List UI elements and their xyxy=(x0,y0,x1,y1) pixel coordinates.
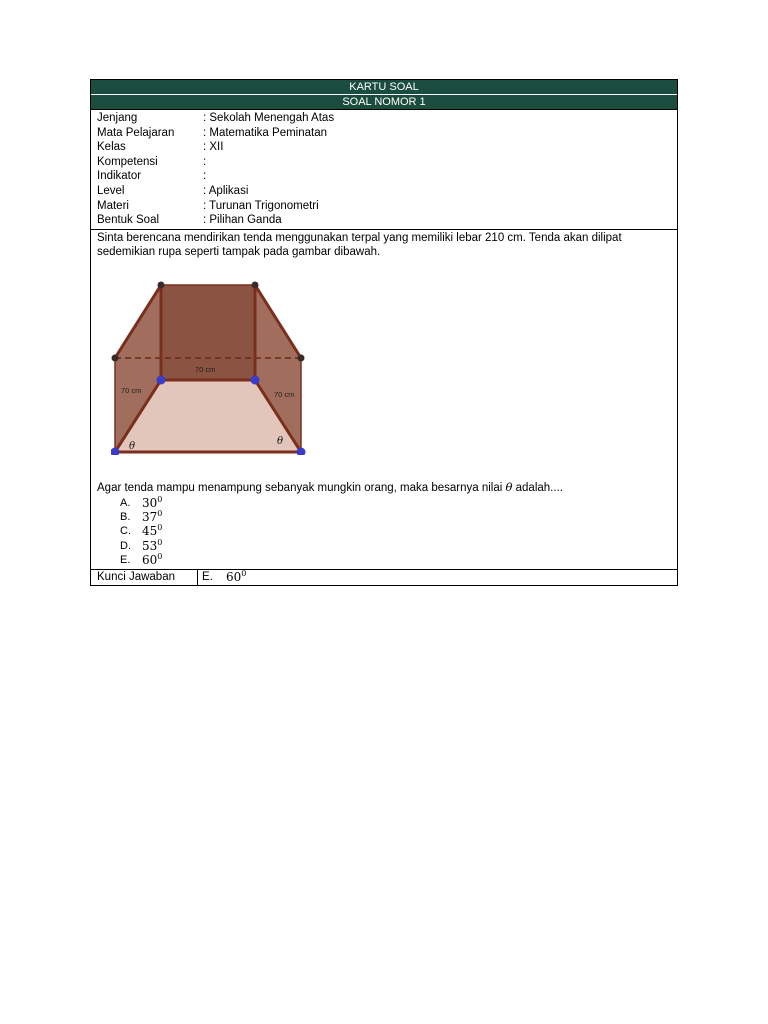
card-title: KARTU SOAL xyxy=(91,80,677,95)
option-b[interactable] xyxy=(97,510,671,524)
question-body xyxy=(91,230,677,570)
option-letter: E. xyxy=(120,554,131,567)
option-value: $37^0$ xyxy=(142,508,163,524)
option-letter: D. xyxy=(120,539,131,552)
meta-label: Bentuk Soal xyxy=(97,214,160,227)
meta-label: Jenjang xyxy=(97,112,138,124)
meta-row-jenjang xyxy=(97,111,671,126)
meta-row-materi xyxy=(97,199,671,214)
answer-key-row xyxy=(91,569,677,585)
meta-value: : Turunan Trigonometri xyxy=(203,199,319,212)
vertex-dot xyxy=(112,354,119,361)
meta-label: Indikator xyxy=(97,170,142,183)
vertex-dot xyxy=(158,281,165,288)
vertex-dot xyxy=(252,281,259,288)
question-card xyxy=(90,79,678,586)
meta-value: : xyxy=(203,155,207,168)
meta-value: : Pilihan Ganda xyxy=(203,214,282,227)
answer-key-label: Kunci Jawaban xyxy=(91,570,198,585)
option-letter: A. xyxy=(120,496,131,509)
meta-row-kelas xyxy=(97,140,671,155)
option-letter: C. xyxy=(120,525,131,538)
option-c[interactable] xyxy=(97,524,671,538)
option-d[interactable] xyxy=(97,539,671,553)
meta-label: Kompetensi xyxy=(97,155,158,168)
meta-row-level xyxy=(97,184,671,199)
meta-table xyxy=(91,110,677,230)
option-value: $30^0$ xyxy=(142,494,163,510)
prompt-text: Agar tenda mampu menampung sebanyak mungkin orang, maka besarnya nilai xyxy=(97,481,503,494)
answer-key-number: $60^0$ xyxy=(226,569,247,585)
meta-value: : XII xyxy=(203,141,224,154)
meta-label: Level xyxy=(97,184,125,197)
question-prompt xyxy=(97,480,671,496)
prompt-theta: θ xyxy=(505,479,513,494)
option-e[interactable] xyxy=(97,553,671,567)
option-a[interactable] xyxy=(97,496,671,510)
question-text: Sinta berencana mendirikan tenda menggunakan terpal yang memiliki lebar 210 cm. Tenda akan dilipat sedemikian rupa seperti tampak pada gambar dibawah. xyxy=(97,231,622,259)
angle-right-label: θ xyxy=(277,435,284,447)
answer-key-value xyxy=(198,570,246,585)
option-letter: B. xyxy=(120,510,131,523)
label-top: 70 cm xyxy=(195,364,216,374)
meta-value: : Matematika Peminatan xyxy=(203,126,328,139)
question-number: SOAL NOMOR 1 xyxy=(91,95,677,110)
label-left: 70 cm xyxy=(121,385,142,395)
meta-row-indikator xyxy=(97,169,671,184)
option-value: $45^0$ xyxy=(142,523,163,539)
meta-row-kompetensi xyxy=(97,155,671,170)
meta-label: Kelas xyxy=(97,141,126,154)
option-value: $60^0$ xyxy=(142,552,163,568)
answer-key-letter: E. xyxy=(202,571,213,584)
label-right: 70 cm xyxy=(274,389,295,399)
meta-label: Mata Pelajaran xyxy=(97,126,175,139)
vertex-dot-blue xyxy=(251,375,260,384)
prompt-text-end: adalah.... xyxy=(515,481,563,494)
meta-value: : Aplikasi xyxy=(203,184,249,197)
meta-value: : xyxy=(203,170,207,183)
meta-value: : Sekolah Menengah Atas xyxy=(203,112,335,124)
angle-left-label: θ xyxy=(129,440,136,452)
option-value: $53^0$ xyxy=(142,537,163,553)
vertex-dot-blue xyxy=(157,375,166,384)
meta-row-mata-pelajaran xyxy=(97,126,671,141)
meta-label: Materi xyxy=(97,199,129,212)
meta-row-bentuk-soal xyxy=(97,213,671,228)
vertex-dot xyxy=(298,354,305,361)
tent-figure xyxy=(111,270,311,455)
